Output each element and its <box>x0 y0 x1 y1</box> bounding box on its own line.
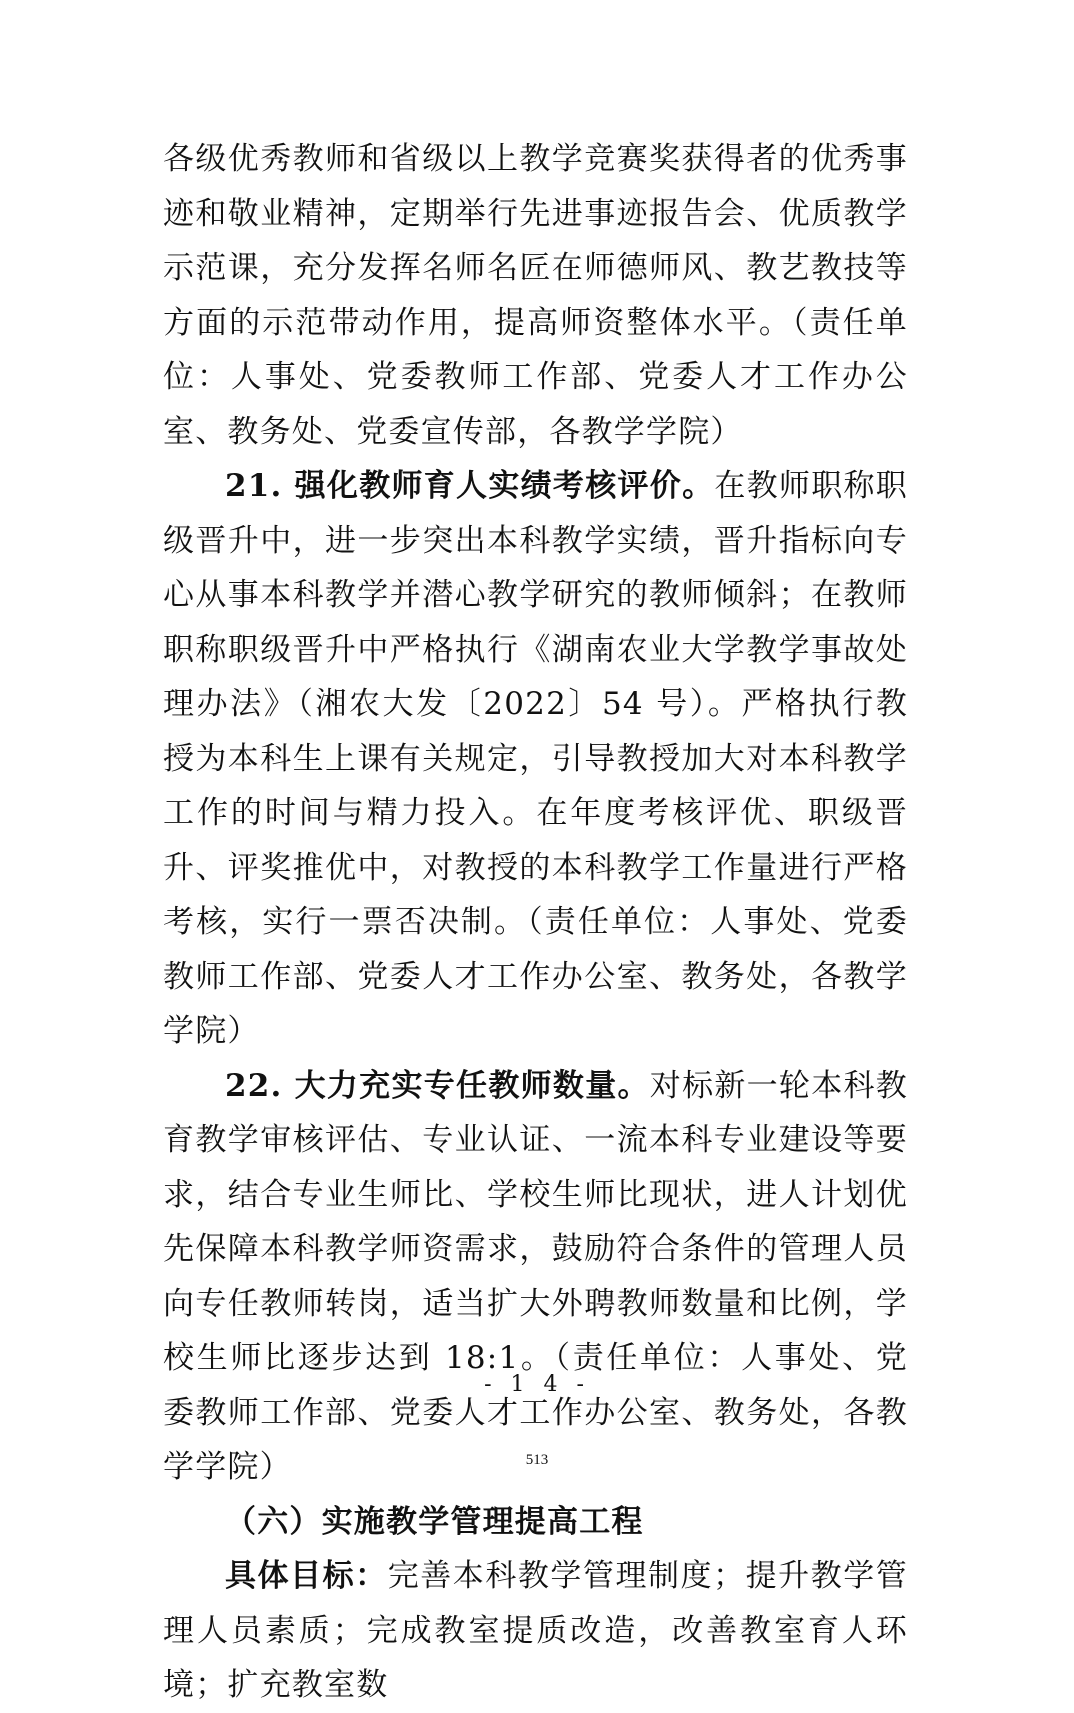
paragraph-text: 对标新一轮本科教育教学审核评估、专业认证、一流本科专业建设等要求，结合专业生师比、学校生师比现状，进人计划优先保障本科教学师资需求，鼓励符合条件的管理人员向专任教师转岗，适当扩大外聘教师数量和比例，学校生师比逐步达到 18:1。（责任单位：人事处、党委教师工作部、党委人才工作办公室、教务处，各教学学院） <box>163 1067 908 1485</box>
paragraph-text: 完善本科教学管理制度；提升教学管理人员素质；完成教室提质改造，改善教室育人环境；扩充教室数 <box>163 1558 908 1703</box>
paragraph-item-22 <box>163 1059 908 1495</box>
paragraph-continuation <box>163 132 908 459</box>
paragraph-text: 在教师职称职级晋升中，进一步突出本科教学实绩，晋升指标向专心从事本科教学并潜心教学研究的教师倾斜；在教师职称职级晋升中严格执行《湖南农业大学教学事故处理办法》（湘农大发〔2022〕54 号）。严格执行教授为本科生上课有关规定，引导教授加大对本科教学工作的时间与精力投入。在年度考核评优、职级晋升、评奖推优中，对教授的本科教学工作量进行严格考核，实行一票否决制。（责任单位：人事处、党委教师工作部、党委人才工作办公室、教务处，各教学学院） <box>163 468 908 1049</box>
paragraph-item-21 <box>163 459 908 1059</box>
sheet-number: 513 <box>525 1452 549 1468</box>
section-heading: （六）实施教学管理提高工程 <box>225 1503 644 1540</box>
paragraph-goals <box>163 1549 908 1713</box>
document-body <box>163 132 908 1713</box>
page-number: - 1 4 - <box>484 1372 590 1397</box>
paragraph-text: 各级优秀教师和省级以上教学竞赛奖获得者的优秀事迹和敬业精神，定期举行先进事迹报告会、优质教学示范课，充分发挥名师名匠在师德师风、教艺教技等方面的示范带动作用，提高师资整体水平。（责任单位：人事处、党委教师工作部、党委人才工作办公室、教务处、党委宣传部，各教学学院） <box>163 141 908 450</box>
item-heading: 21. 强化教师育人实绩考核评价。 <box>225 468 715 504</box>
goals-label: 具体目标： <box>225 1558 388 1594</box>
item-heading: 22. 大力充实专任教师数量。 <box>225 1067 650 1104</box>
